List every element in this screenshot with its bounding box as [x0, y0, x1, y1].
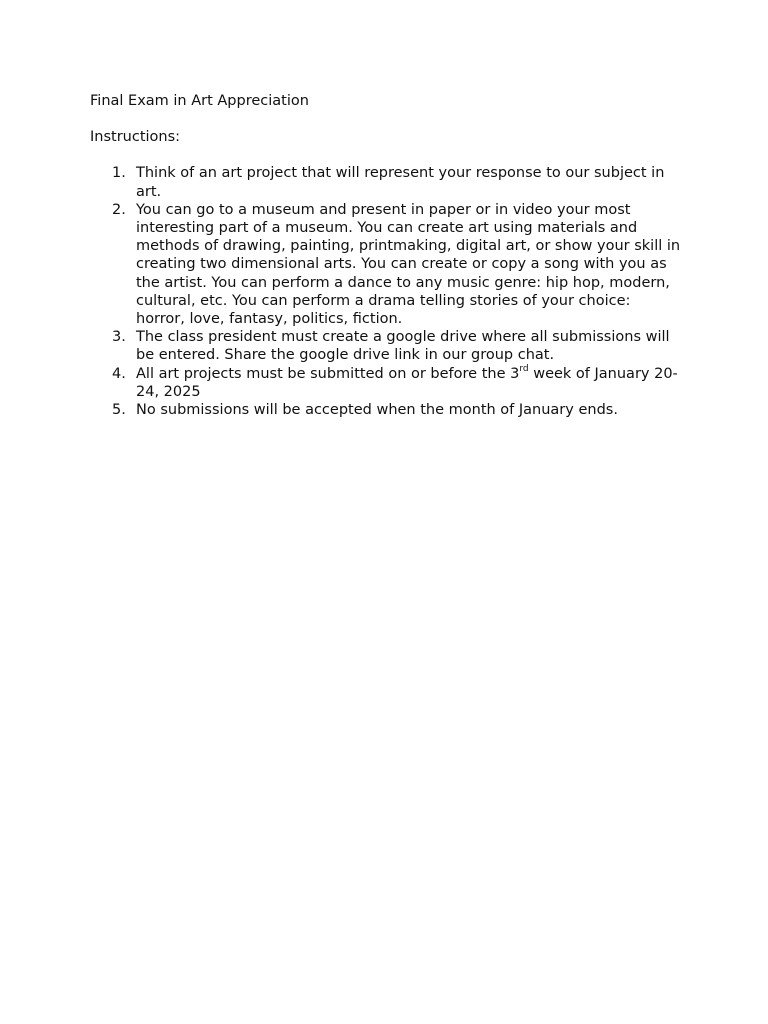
list-item-number: 3.: [112, 329, 126, 346]
list-item-number: 5.: [112, 402, 126, 419]
instructions-heading: Instructions:: [90, 129, 181, 146]
list-item-number: 2.: [112, 201, 126, 218]
list-item-text: Think of an art project that will represent your response to our subject in art.: [136, 165, 665, 200]
list-item-text: The class president must create a google drive where all submissions will be entered. Share the google drive link in our group chat.: [136, 329, 670, 364]
list-item-text-after: week of January 20-24, 2025: [136, 365, 678, 400]
list-item-number: 1.: [112, 165, 126, 182]
ordinal-superscript: rd: [519, 363, 529, 374]
list-item-text: You can go to a museum and present in paper or in video your most interesting part of a museum. You can create art using materials and methods of drawing, painting, printmaking, digital art, or show your skill in creating two dimensional arts. You can create or copy a song with you as the artist. You can perform a dance to any music genre: hip hop, modern, cultural, etc. You can perform a drama telling stories of your choice: horror, love, fantasy, politics, fiction.: [136, 201, 681, 328]
list-item-text: No submissions will be accepted when the month of January ends.: [136, 402, 618, 419]
list-item: [90, 201, 681, 328]
list-item: [90, 328, 681, 364]
list-item: [90, 164, 681, 200]
document-title: Final Exam in Art Appreciation: [90, 93, 309, 109]
list-item-number: 4.: [112, 365, 126, 382]
document-body: [90, 92, 690, 419]
list-item: [90, 401, 681, 419]
list-item-text-before: All art projects must be submitted on or before the 3: [136, 365, 520, 382]
instructions-list: [90, 164, 690, 419]
list-item: [90, 365, 681, 401]
